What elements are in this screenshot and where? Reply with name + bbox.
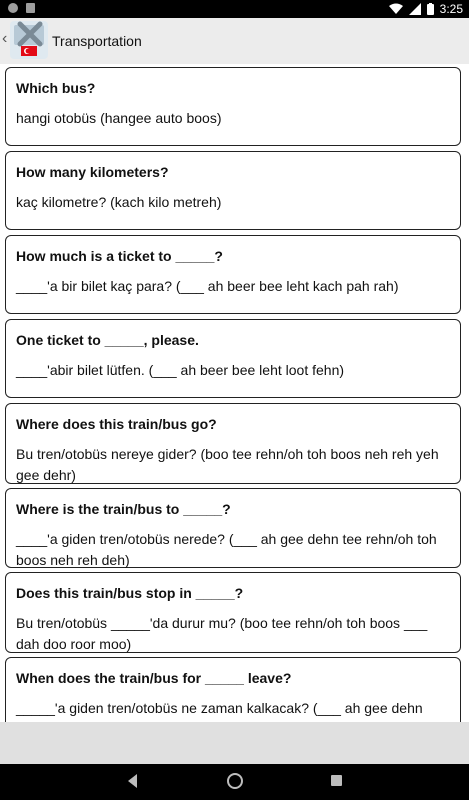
phrase-turkish: ____'a giden tren/otobüs nerede? (___ ah gee dehn tee rehn/oh toh boos neh reh deh) [16, 531, 437, 568]
clock: 3:25 [439, 2, 463, 16]
footer-bar [0, 722, 469, 764]
nav-back-icon[interactable] [128, 774, 137, 788]
phrase-english: One ticket to _____, please. [16, 332, 199, 348]
phrase-card[interactable] [5, 488, 461, 568]
app-bar [0, 18, 469, 65]
phrase-english: Which bus? [16, 80, 96, 96]
phrase-list [0, 64, 469, 722]
phrase-card[interactable] [5, 657, 461, 722]
back-arrow-icon[interactable]: ‹ [2, 30, 8, 47]
notification-icon [8, 3, 18, 13]
phrase-turkish: ____'a bir bilet kaç para? (___ ah beer bee leht kach pah rah) [16, 278, 399, 294]
nav-recents-icon[interactable] [331, 775, 342, 786]
phrase-english: When does the train/bus for _____ leave? [16, 670, 292, 686]
phrase-turkish: _____'a giden tren/otobüs ne zaman kalkacak? (___ ah gee dehn [16, 700, 423, 716]
phrase-card[interactable] [5, 403, 461, 484]
phrase-english: Where does this train/bus go? [16, 416, 217, 432]
phrase-english: Where is the train/bus to _____? [16, 501, 231, 517]
phrase-card[interactable] [5, 235, 461, 314]
battery-icon [427, 3, 434, 15]
phrase-turkish: Bu tren/otobüs nereye gider? (boo tee rehn/oh toh boos neh reh yeh gee dehr) [16, 446, 439, 483]
app-logo-icon[interactable] [10, 21, 48, 59]
system-nav-bar [0, 764, 469, 800]
storage-icon [26, 3, 35, 13]
phrase-turkish: Bu tren/otobüs _____'da durur mu? (boo tee rehn/oh toh boos ___ dah doo roor moo) [16, 615, 428, 652]
status-bar [0, 0, 469, 18]
wifi-icon [389, 3, 403, 15]
signal-icon [409, 3, 421, 15]
phrase-english: How many kilometers? [16, 164, 169, 180]
phrase-card[interactable] [5, 572, 461, 653]
phrase-english: Does this train/bus stop in _____? [16, 585, 244, 601]
nav-home-icon[interactable] [227, 773, 243, 789]
phrase-turkish: hangi otobüs (hangee auto boos) [16, 110, 222, 126]
phrase-card[interactable] [5, 151, 461, 230]
page-title: Transportation [52, 33, 142, 49]
phrase-english: How much is a ticket to _____? [16, 248, 223, 264]
phrase-turkish: ____'abir bilet lütfen. (___ ah beer bee leht loot fehn) [16, 362, 345, 378]
phrase-card[interactable] [5, 319, 461, 398]
phrase-card[interactable] [5, 67, 461, 146]
phrase-turkish: kaç kilometre? (kach kilo metreh) [16, 194, 222, 210]
